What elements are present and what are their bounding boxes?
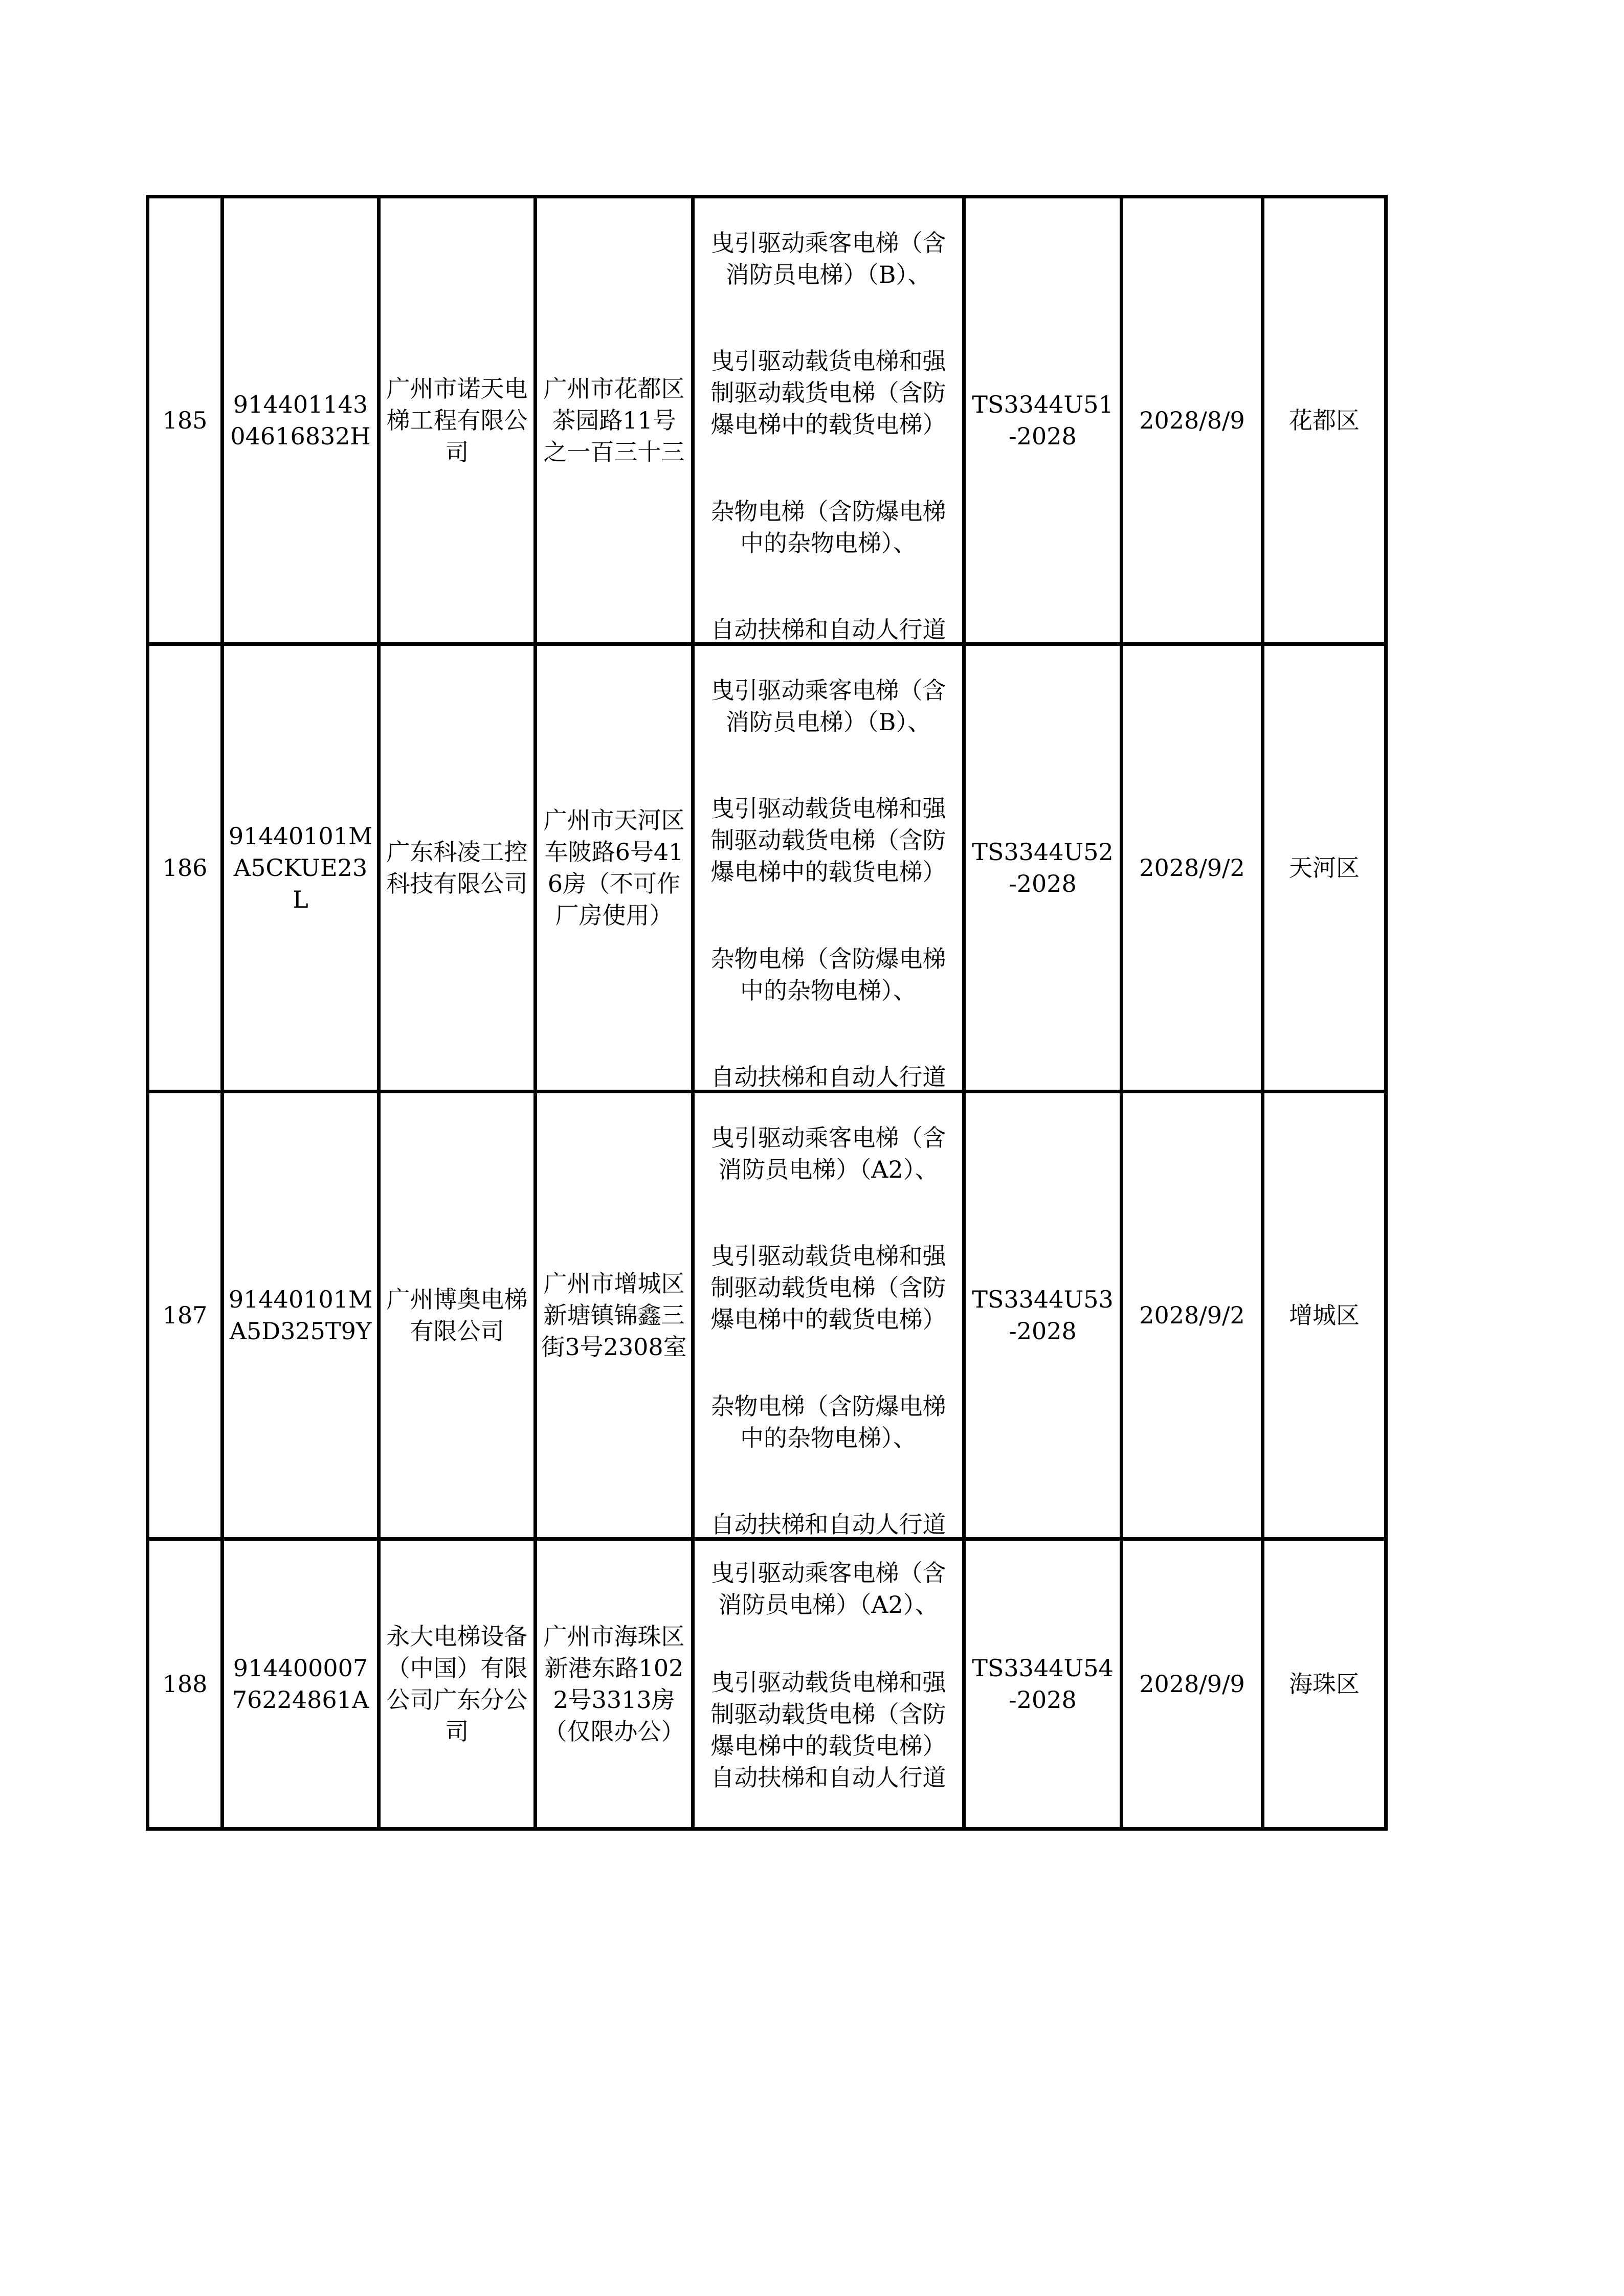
district-cell: 天河区 — [1263, 644, 1386, 1092]
expiry-date-cell: 2028/9/2 — [1122, 644, 1263, 1092]
scope-item: 自动扶梯和自动人行道 — [710, 1510, 946, 1538]
cert-number-cell: TS3344U51-2028 — [964, 197, 1122, 644]
company-cell: 广州博奥电梯有限公司 — [379, 1092, 536, 1539]
index-cell: 186 — [148, 644, 223, 1092]
expiry-date-cell: 2028/9/9 — [1122, 1539, 1263, 1829]
table-row — [148, 1539, 1386, 1829]
index-cell: 188 — [148, 1539, 223, 1829]
cert-number-cell: TS3344U53-2028 — [964, 1092, 1122, 1539]
table-row — [148, 644, 1386, 1092]
company-cell: 广州市诺天电梯工程有限公司 — [379, 197, 536, 644]
records-table — [146, 195, 1388, 1831]
scope-item: 曳引驱动乘客电梯（含消防员电梯）（A2）、 — [710, 1559, 946, 1618]
scope-cell — [693, 1092, 964, 1539]
scope-item: 曳引驱动乘客电梯（含消防员电梯）（B）、 — [710, 229, 946, 288]
address-cell: 广州市海珠区新港东路1022号3313房（仅限办公） — [536, 1539, 693, 1829]
expiry-date-cell: 2028/9/2 — [1122, 1092, 1263, 1539]
address-cell: 广州市天河区车陂路6号416房（不可作厂房使用） — [536, 644, 693, 1092]
expiry-date-cell: 2028/8/9 — [1122, 197, 1263, 644]
credit-code-cell: 91440101MA5D325T9Y — [223, 1092, 379, 1539]
cert-number-cell: TS3344U52-2028 — [964, 644, 1122, 1092]
table-row — [148, 1092, 1386, 1539]
credit-code-cell: 91440101MA5CKUE23L — [223, 644, 379, 1092]
scope-item: 曳引驱动载货电梯和强制驱动载货电梯（含防爆电梯中的载货电梯） — [710, 795, 946, 886]
scope-cell — [693, 197, 964, 644]
address-cell: 广州市增城区新塘镇锦鑫三街3号2308室 — [536, 1092, 693, 1539]
credit-code-cell: 91440114304616832H — [223, 197, 379, 644]
cert-number-cell: TS3344U54-2028 — [964, 1539, 1122, 1829]
scope-cell — [693, 1539, 964, 1829]
scope-item: 曳引驱动载货电梯和强制驱动载货电梯（含防爆电梯中的载货电梯） — [710, 1242, 946, 1334]
scope-item: 曳引驱动乘客电梯（含消防员电梯）（B）、 — [710, 677, 946, 736]
scope-item: 自动扶梯和自动人行道 — [710, 615, 946, 643]
index-cell: 185 — [148, 197, 223, 644]
scope-item: 杂物电梯（含防爆电梯中的杂物电梯）、 — [710, 1392, 946, 1452]
scope-item: 曳引驱动载货电梯和强制驱动载货电梯（含防爆电梯中的载货电梯） — [710, 1669, 946, 1760]
scope-item: 自动扶梯和自动人行道 — [710, 1764, 946, 1791]
district-cell: 增城区 — [1263, 1092, 1386, 1539]
address-cell: 广州市花都区茶园路11号之一百三十三 — [536, 197, 693, 644]
district-cell: 花都区 — [1263, 197, 1386, 644]
scope-item: 自动扶梯和自动人行道 — [710, 1063, 946, 1091]
scope-item: 杂物电梯（含防爆电梯中的杂物电梯）、 — [710, 497, 946, 557]
scope-item: 曳引驱动乘客电梯（含消防员电梯）（A2）、 — [710, 1124, 946, 1183]
credit-code-cell: 91440000776224861A — [223, 1539, 379, 1829]
company-cell: 永大电梯设备（中国）有限公司广东分公司 — [379, 1539, 536, 1829]
scope-item: 杂物电梯（含防爆电梯中的杂物电梯）、 — [710, 944, 946, 1004]
index-cell: 187 — [148, 1092, 223, 1539]
table-row — [148, 197, 1386, 644]
scope-item: 曳引驱动载货电梯和强制驱动载货电梯（含防爆电梯中的载货电梯） — [710, 347, 946, 439]
scope-cell — [693, 644, 964, 1092]
company-cell: 广东科凌工控科技有限公司 — [379, 644, 536, 1092]
district-cell: 海珠区 — [1263, 1539, 1386, 1829]
